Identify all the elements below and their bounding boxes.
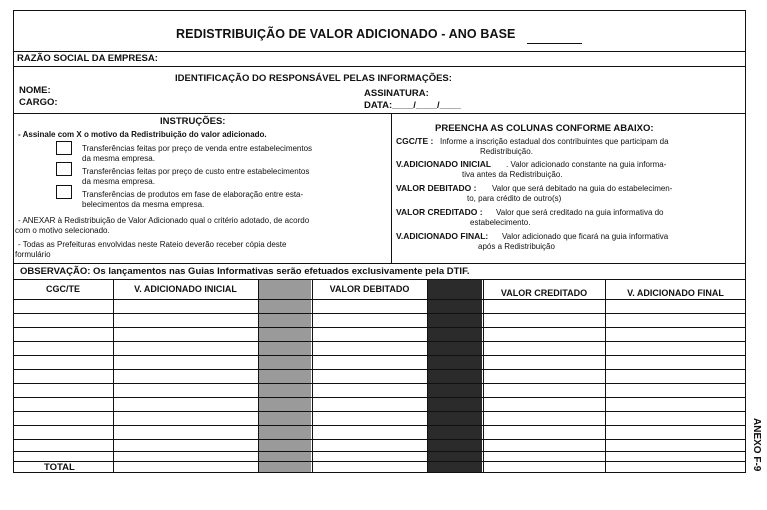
vinicial-desc-2: tiva antes da Redistribuição. <box>462 170 563 179</box>
divider <box>13 51 746 52</box>
table-row[interactable] <box>13 355 746 356</box>
table-row[interactable] <box>13 369 746 370</box>
data-label: DATA:____/____/____ <box>364 100 461 111</box>
instrucao-3-line2: formulário <box>15 250 51 259</box>
column-divider <box>605 279 606 473</box>
checkbox-preco-custo[interactable] <box>56 162 72 176</box>
option-2-line1: Transferências feitas por preço de custo entre estabelecimentos <box>82 167 310 176</box>
anexo-label: ANEXO F-9 <box>751 418 762 472</box>
table-row[interactable] <box>13 313 746 314</box>
col-header-vinicial: V. ADICIONADO INICIAL <box>134 284 237 294</box>
checkbox-fase-elaboracao[interactable] <box>56 185 72 199</box>
instrucao-3-line1: - Todas as Prefeituras envolvidas neste Rateio deverão receber cópia deste <box>18 240 287 249</box>
observacao-text: OBSERVAÇÃO: Os lançamentos nas Guias Informativas serão efetuados exclusivamente pela DTIF. <box>20 266 470 277</box>
column-divider <box>427 279 428 473</box>
shaded-column <box>428 280 482 472</box>
vinicial-term: V.ADICIONADO INICIAL <box>396 159 492 169</box>
table-row[interactable] <box>13 397 746 398</box>
cargo-label: CARGO: <box>19 97 58 108</box>
vdebitado-term: VALOR DEBITADO : <box>396 183 477 193</box>
table-row[interactable] <box>13 341 746 342</box>
table-row[interactable] <box>13 411 746 412</box>
nome-label: NOME: <box>19 85 51 96</box>
instrucao-1: - Assinale com X o motivo da Redistribuição do valor adicionado. <box>18 130 267 139</box>
vfinal-desc-1: Valor adicionado que ficará na guia informativa <box>502 232 669 241</box>
option-3-line1: Transferências de produtos em fase de elaboração entre esta- <box>82 190 304 199</box>
option-1-line2: da mesma empresa. <box>82 154 155 163</box>
vdebitado-desc-1: Valor que será debitado na guia do estabelecimen- <box>492 184 673 193</box>
divider <box>13 113 746 114</box>
vdebitado-desc-2: to, para crédito de outro(s) <box>467 194 562 203</box>
col-header-vdebitado: VALOR DEBITADO <box>329 284 410 294</box>
column-divider <box>483 279 484 473</box>
option-3-line2: belecimentos da mesma empresa. <box>82 200 205 209</box>
col-header-cgc: CGC/TE <box>45 284 80 294</box>
table-row[interactable] <box>13 425 746 426</box>
vinicial-desc-1: . Valor adicionado constante na guia informa- <box>506 160 667 169</box>
instrucao-2-line1: - ANEXAR à Redistribuição de Valor Adicionado qual o critério adotado, de acordo <box>18 216 310 225</box>
checkbox-preco-venda[interactable] <box>56 141 72 155</box>
vcreditado-term: VALOR CREDITADO : <box>396 207 483 217</box>
col-header-vcreditado: VALOR CREDITADO <box>500 288 588 298</box>
column-divider <box>258 279 259 473</box>
vfinal-desc-2: após a Redistribuição <box>478 242 555 251</box>
assinatura-label: ASSINATURA: <box>364 88 429 99</box>
vcreditado-desc-1: Valor que será creditado na guia informativa do <box>496 208 664 217</box>
vfinal-term: V.ADICIONADO FINAL: <box>396 231 489 241</box>
divider <box>13 66 746 67</box>
shaded-column <box>259 280 311 472</box>
option-2-line2: da mesma empresa. <box>82 177 155 186</box>
divider <box>391 113 392 263</box>
instrucoes-heading: INSTRUÇÕES: <box>160 116 226 127</box>
total-row-divider <box>13 461 746 462</box>
ano-base-field[interactable] <box>527 43 582 44</box>
cgc-term: CGC/TE : <box>396 136 434 146</box>
column-divider <box>113 279 114 473</box>
preencha-heading: PREENCHA AS COLUNAS CONFORME ABAIXO: <box>435 123 654 134</box>
col-header-vfinal: V. ADICIONADO FINAL <box>627 288 724 298</box>
table-row[interactable] <box>13 327 746 328</box>
table-row[interactable] <box>13 451 746 452</box>
cgc-desc-2: Redistribuição. <box>480 147 533 156</box>
razao-social-label: RAZÃO SOCIAL DA EMPRESA: <box>17 53 158 64</box>
table-row[interactable] <box>13 439 746 440</box>
divider <box>13 279 746 280</box>
column-divider <box>312 279 313 473</box>
total-label: TOTAL <box>44 462 75 473</box>
cgc-desc-1: Informe a inscrição estadual dos contribuintes que participam da <box>440 137 669 146</box>
table-header-divider <box>13 299 746 300</box>
instrucao-2-line2: com o motivo selecionado. <box>15 226 110 235</box>
divider <box>13 263 746 264</box>
vcreditado-desc-2: estabelecimento. <box>470 218 531 227</box>
form-title: REDISTRIBUIÇÃO DE VALOR ADICIONADO - ANO BASE <box>176 27 516 41</box>
option-1-line1: Transferências feitas por preço de venda entre estabelecimentos <box>82 144 313 153</box>
identificacao-heading: IDENTIFICAÇÃO DO RESPONSÁVEL PELAS INFORMAÇÕES: <box>175 73 452 84</box>
table-row[interactable] <box>13 383 746 384</box>
